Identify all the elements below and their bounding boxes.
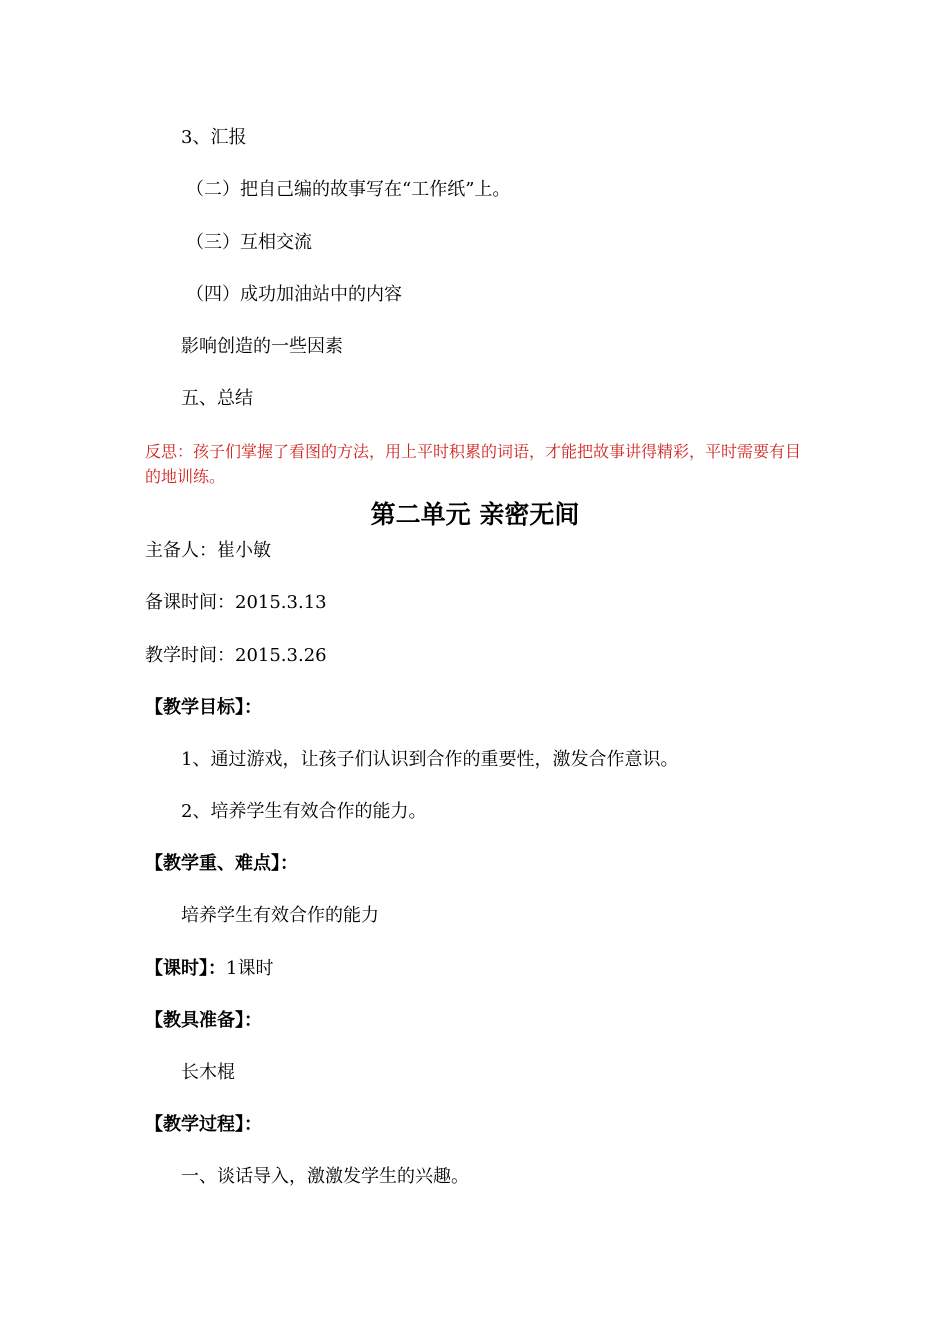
step-two-line: （二）把自己编的故事写在“工作纸”上。 [186,179,511,200]
unit-title: 第二单元 亲密无间 [370,500,580,529]
prep-time-line: 备课时间：2015.3.13 [145,592,327,613]
step-report-line: 3、汇报 [181,127,247,148]
process-heading: 【教学过程】： [145,1114,262,1135]
preparer-line: 主备人：崔小敏 [145,540,271,561]
goal-item: 2、培养学生有效合作的能力。 [181,801,427,822]
period-value: 1课时 [226,958,274,979]
goal-item: 1、通过游戏，让孩子们认识到合作的重要性，激发合作意识。 [181,749,679,770]
tools-text: 长木棍 [181,1062,235,1083]
goals-heading: 【教学目标】： [145,697,262,718]
process-step: 一、谈话导入，激激发学生的兴趣。 [181,1166,469,1187]
reflection-note: 反思：孩子们掌握了看图的方法，用上平时积累的词语，才能把故事讲得精彩，平时需要有目的地训练。 [145,442,802,486]
step-four-line: （四）成功加油站中的内容 [186,284,402,305]
factors-line: 影响创造的一些因素 [181,336,343,357]
tools-heading: 【教具准备】： [145,1010,262,1031]
period-line [145,957,273,981]
step-three-line: （三）互相交流 [186,232,312,253]
focus-heading: 【教学重、难点】： [145,853,298,874]
teach-time-line: 教学时间：2015.3.26 [145,645,327,666]
focus-text: 培养学生有效合作的能力 [181,905,379,926]
period-heading: 【课时】： [145,958,226,979]
summary-line: 五、总结 [181,388,253,409]
